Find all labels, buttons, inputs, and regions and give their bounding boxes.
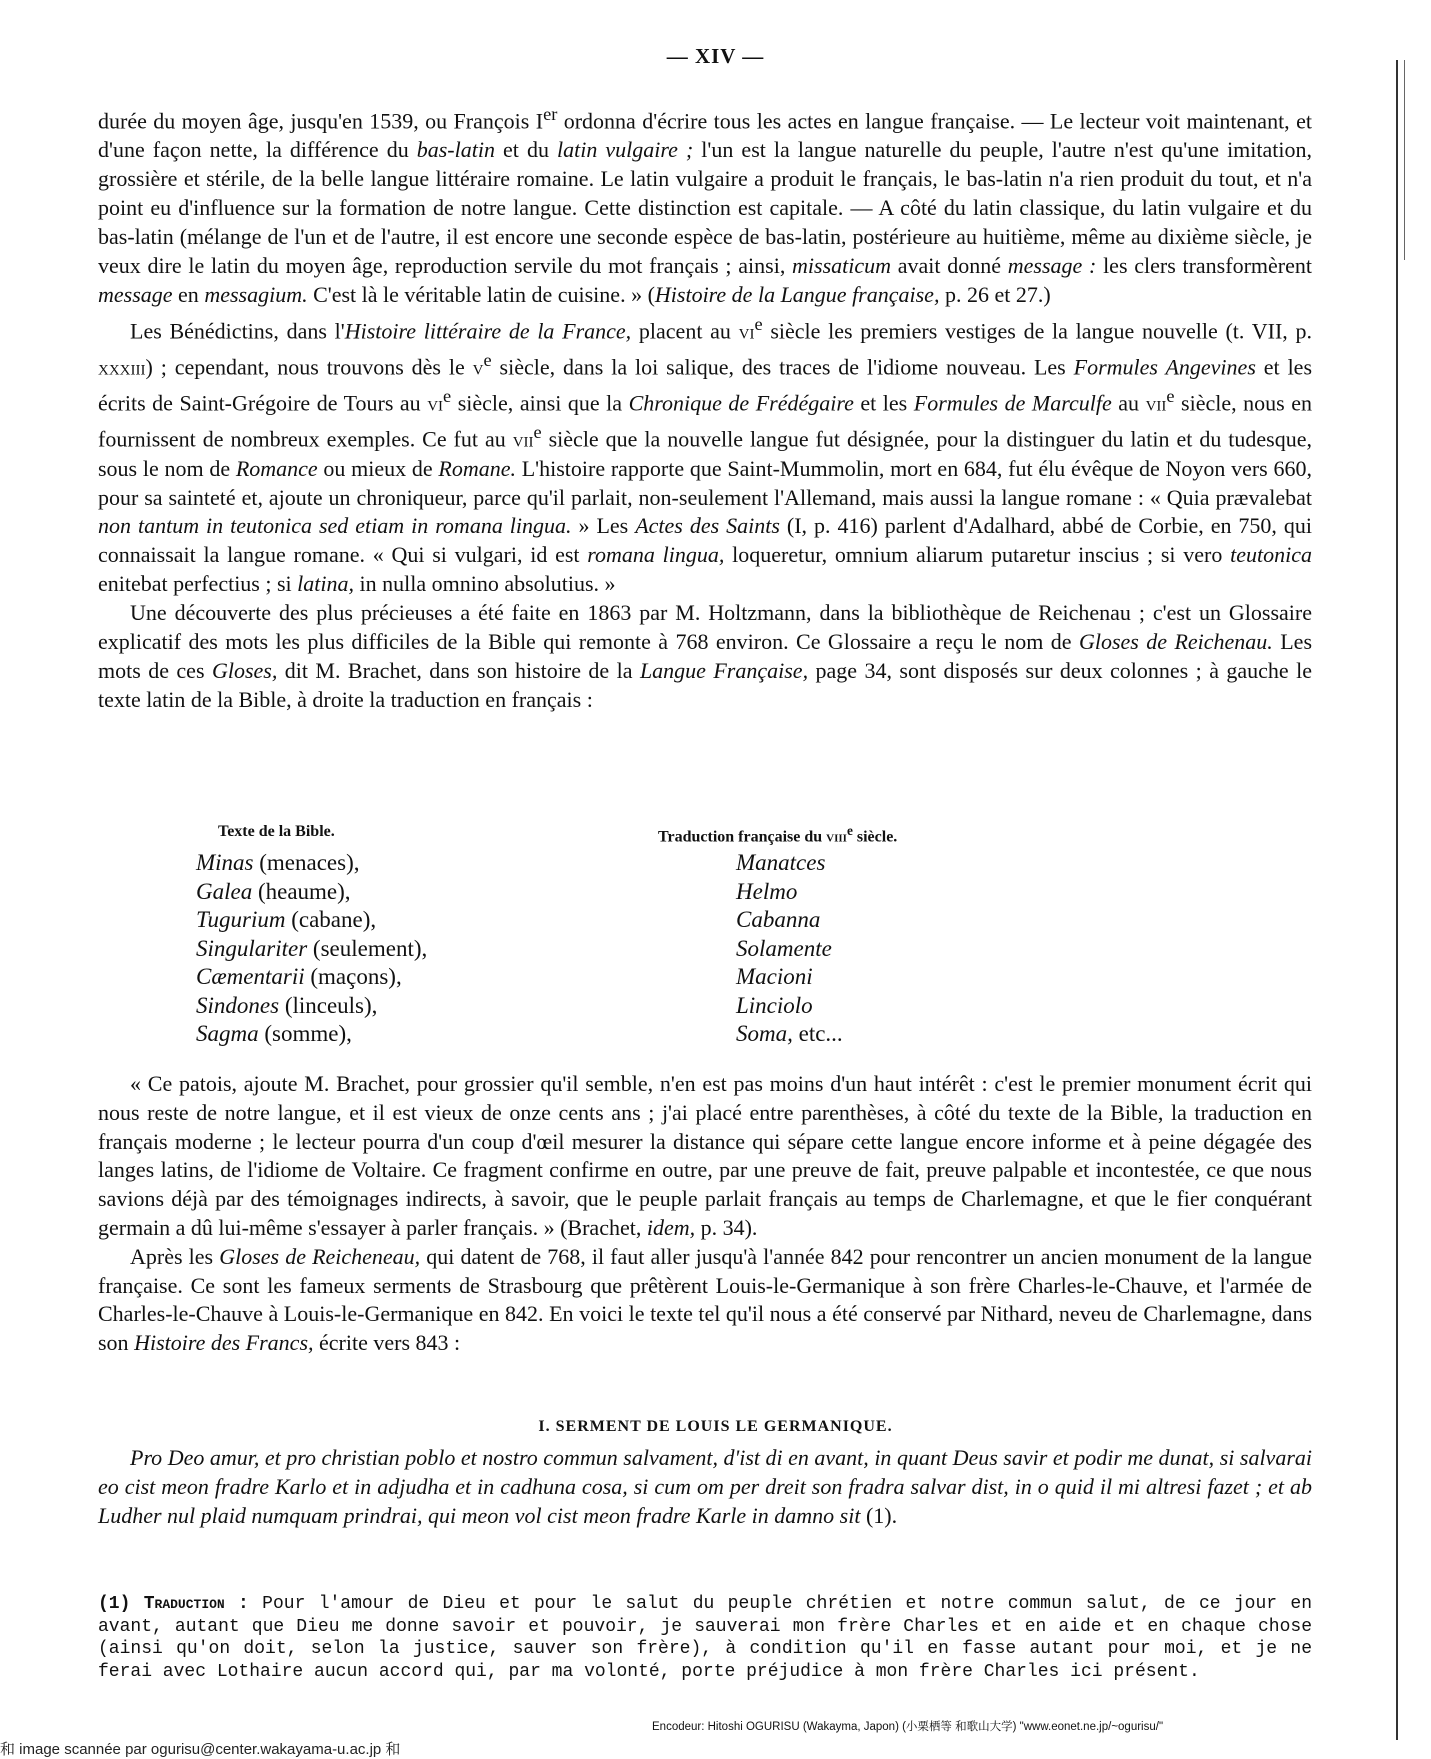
text-run: e: [533, 422, 542, 443]
text-run: enitebat perfectius ; si: [98, 571, 298, 597]
text-run: au: [1111, 390, 1146, 416]
text-run: et les: [853, 390, 914, 416]
text-run: « Ce patois, ajoute M. Brachet, pour grossier qu'il semble, n'en est pas moins d'un haut intérêt : c'est le premier monument écrit qui nous reste de notre langue, et il est vieux de onze cents ans ; j'ai placé entre parenthèses, à côté du texte de la Bible, la traduction en français moderne ; le lecteur pourra d'un coup d'œil mesurer la distance qui sépare cette langue encore informe et à peine dégagée des langes latins, de l'idiome de Voltaire. Ce fragment confirme en outre, par une preuve de fait, preuve palpable et incontestée, ce que nous savions déjà par des témoignages indirects, à savoir, que le peuple parlait français au temps de Charlemagne, et que le fier conquérant germain a dû lui-même s'essayer à parler français. » (Brachet,: [98, 1071, 1312, 1240]
paragraph: [98, 599, 1312, 715]
body-text-continued: [98, 1070, 1312, 1358]
text-run: v: [472, 354, 484, 380]
footnote-label: (1) Traduction :: [98, 1594, 249, 1614]
glossary-latin-cell: [196, 849, 736, 878]
glossary-rows: [196, 849, 1096, 1049]
text-run: L'histoire rapporte que Saint-Mummolin, mort en 684, fut élu évêque de Noyon vers 660, pour sa sainteté et, ajoute un chroniqueur, parce qu'il parlait, non-seulement l'Allemand, mais aussi la langue romane : « Quia prævalebat: [98, 455, 1312, 510]
text-run: e: [754, 313, 763, 334]
glossary-header-left: Texte de la Bible.: [218, 823, 335, 840]
text-run: in nulla omnino absolutius. »: [354, 571, 616, 597]
text-run: vi: [738, 318, 755, 343]
text-run: l'un est la langue naturelle du peuple, l'autre n'est qu'une imitation, grossière et stérile, de la belle langue littéraire romaine. Le latin vulgaire a produit le français, le bas-latin n'a rien produit du tout, et n'a point eu d'influence sur la formation de notre langue. Cette distinction est capitale. — A côté du latin classique, du latin vulgaire et du bas-latin (mélange de l'un et de l'autre, il est encore une seconde espèce de bas-latin, postérieure au huitième, même au dixième siècle, je veux dire le latin du moyen âge, reproduction servile du mot français ; ainsi,: [98, 137, 1313, 278]
glossary-latin-cell: [196, 878, 736, 907]
text-run: siècle les premiers vestiges de la langue nouvelle (t. VII, p.: [762, 318, 1312, 343]
text-run: vi: [427, 390, 444, 416]
text-run: vii: [1145, 390, 1167, 416]
text-run: et les écrits de Saint-Grégoire de Tours au: [98, 354, 1313, 416]
modern-gloss: (menaces),: [253, 850, 360, 875]
paragraph: [98, 1070, 1312, 1243]
italic-text: latin vulgaire ;: [557, 137, 694, 163]
old-french-word: Solamente: [736, 935, 832, 961]
glossary-latin-cell: [196, 963, 736, 992]
page-edge-rule-secondary: [1404, 60, 1405, 260]
footnote: [98, 1593, 1312, 1683]
latin-word: Tugurium: [196, 907, 286, 932]
paragraph: [98, 310, 1312, 599]
italic-text: Romance: [235, 455, 318, 481]
glossary-latin-cell: [196, 992, 736, 1021]
text-run: durée du moyen âge, jusqu'en 1539, ou François I: [98, 108, 544, 134]
italic-text: message :: [1007, 252, 1097, 278]
old-french-word: Soma,: [736, 1021, 793, 1046]
modern-gloss: (linceuls),: [279, 992, 378, 1018]
italic-text: Gloses de Reichenau.: [1078, 629, 1273, 655]
italic-text: bas-latin: [416, 137, 495, 163]
latin-word: Sagma: [196, 1021, 259, 1046]
modern-gloss: (somme),: [258, 1021, 352, 1046]
text-run: C'est là le véritable latin de cuisine. » (: [307, 281, 655, 307]
old-french-word: Helmo: [736, 878, 798, 904]
old-french-word: Cabanna: [736, 907, 821, 932]
glossary-row: [196, 849, 1096, 878]
italic-text: latina,: [297, 571, 354, 597]
text-run: placent au: [631, 318, 739, 343]
text-run: p. 26 et 27.): [939, 281, 1051, 307]
italic-text: romana lingua,: [587, 542, 725, 568]
glossary-header: [196, 823, 1096, 849]
text-run: Après les: [130, 1243, 220, 1269]
italic-text: Gloses de Reicheneau,: [219, 1243, 421, 1269]
modern-gloss: (cabane),: [285, 907, 377, 932]
text-run: ordonna d'écrire tous les actes en langue française. — Le lecteur voit maintenant, et d'une façon nette, la différence du: [98, 108, 1312, 163]
glossary-french-cell: [736, 878, 797, 907]
text-run: et du: [494, 137, 557, 163]
paragraph: [98, 1243, 1312, 1358]
text-run: écrite vers 843 :: [313, 1330, 461, 1356]
body-text-main: [98, 100, 1312, 715]
glossary-row: [196, 992, 1096, 1021]
text-run: Une découverte des plus précieuses a été faite en 1863 par M. Holtzmann, dans la bibliothèque de Reichenau ; c'est un Glossaire explicatif des mots les plus difficiles de la Bible qui remonte à 768 environ. Ce Glossaire a reçu le nom de: [98, 600, 1312, 655]
old-french-word: Macioni: [736, 964, 813, 989]
glossary-latin-cell: [196, 1020, 736, 1049]
glossary-french-cell: [736, 992, 813, 1021]
modern-gloss: (heaume),: [252, 878, 351, 904]
latin-word: Singulariter: [196, 935, 308, 961]
italic-text: Gloses,: [211, 657, 278, 683]
glossary-latin-cell: [196, 935, 736, 964]
modern-gloss: (maçons),: [304, 964, 402, 989]
text-run: page 34, sont disposés sur deux colonnes ; à gauche le texte latin de la Bible, à droite la traduction en français :: [98, 657, 1312, 712]
text-run: » Les: [571, 513, 636, 539]
text-run: les clers transformèrent: [1096, 252, 1312, 278]
text-run: e: [483, 349, 492, 370]
glossary-row: [196, 878, 1096, 907]
latin-word: Minas: [196, 850, 254, 875]
glossary-french-cell: [736, 906, 820, 935]
text-run: loqueretur, omnium aliarum putaretur inscius ; si vero: [724, 542, 1231, 568]
page-number: — XIV —: [666, 44, 765, 68]
text-run: Les Bénédictins, dans l': [130, 318, 345, 343]
text-run: Les mots de ces: [98, 629, 1313, 683]
italic-text: teutonica: [1230, 542, 1312, 568]
italic-text: Formules Angevines: [1073, 354, 1256, 380]
text-run: vii: [512, 426, 534, 452]
italic-text: message: [98, 281, 173, 307]
page-edge-rule: [1396, 60, 1398, 1740]
modern-gloss: (seulement),: [307, 935, 428, 961]
text-run: siècle que la nouvelle langue fut désignée, pour la distinguer du latin et du tudesque, sous le nom de: [98, 426, 1312, 481]
encoder-credit: Encodeur: Hitoshi OGURISU (Wakayma, Japon) (小栗栖等 和歌山大学) "www.eonet.ne.jp/~ogurisu/": [652, 1721, 1164, 1733]
glossary-french-cell: [736, 1020, 843, 1049]
italic-text: non tantum in teutonica sed etiam in romana lingua.: [98, 513, 572, 539]
italic-text: Histoire des Francs,: [134, 1330, 314, 1356]
italic-text: Actes des Saints: [635, 513, 780, 539]
oath-text: Pro Deo amur, et pro christian poblo et nostro commun salvament, d'ist di en avant, in quant Deus savir et podir me dunat, si salvarai eo cist meon fradre Karlo et in adjudha et in cadhuna cosa, si cum om per dreit son fradra salvar dist, in o quid il mi altresi fazet ; et ab Ludher nul plaid numquam prindrai, qui meon vol cist meon fradre Karle in damno sit (1).: [98, 1445, 1312, 1528]
italic-text: missaticum: [792, 252, 892, 278]
footnote-text: Pour l'amour de Dieu et pour le salut du peuple chrétien et notre commun salut, de ce jour en avant, autant que Dieu me donne savoir et pouvoir, je sauverai mon frère Charles et en aide et en chaque chose (ainsi qu'on doit, selon la justice, sauver son frère), à condition qu'il en fasse autant pour moi, et je ne ferai avec Lothaire aucun accord qui, par ma volonté, porte préjudice à mon frère Charles ici présent.: [98, 1594, 1312, 1682]
text-run: (I, p. 416) parlent d'Adalhard, abbé de Corbie, en 750, qui connaissait la langue romane. « Qui si vulgari, id est: [98, 513, 1313, 568]
italic-text: messagium.: [204, 281, 308, 307]
paragraph: [98, 100, 1312, 310]
glossary-latin-cell: [196, 906, 736, 935]
italic-text: Langue Française,: [639, 657, 809, 683]
text-run: e: [443, 386, 452, 407]
text-run: ) ; cependant, nous trouvons dès le: [145, 354, 473, 380]
text-run: en: [172, 281, 205, 307]
glossary-row: [196, 1020, 1096, 1049]
italic-text: idem,: [646, 1214, 696, 1240]
section-heading: I. SERMENT DE LOUIS LE GERMANIQUE.: [538, 1418, 893, 1435]
glossary-row: [196, 935, 1096, 964]
italic-text: Formules de Marculfe: [913, 390, 1112, 416]
text-run: ou mieux de: [317, 455, 439, 481]
text-run: xxxiii: [98, 354, 146, 380]
text-run: qui datent de 768, il faut aller jusqu'à l'année 842 pour rencontrer un ancien monument de la langue française. Ce sont les fameux serments de Strasbourg que prêtèrent Louis-le-Germanique à son frère Charles-le-Chauve, et l'armée de Charles-le-Chauve à Louis-le-Germanique en 842. En voici le texte tel qu'il nous a été conservé par Nithard, neveu de Charlemagne, dans son: [98, 1243, 1313, 1356]
old-french-word: Manatces: [736, 850, 826, 875]
glossary-french-cell: [736, 935, 832, 964]
italic-text: Histoire de la Langue française,: [654, 281, 940, 307]
text-run: p. 34).: [695, 1214, 758, 1240]
text-run: siècle, ainsi que la: [451, 390, 629, 416]
text-run: siècle, dans la loi salique, des traces de l'idiome nouveau. Les: [491, 354, 1074, 380]
italic-text: Romane.: [438, 455, 516, 481]
latin-word: Sindones: [196, 992, 280, 1018]
text-run: dit M. Brachet, dans son histoire de la: [277, 657, 640, 683]
text-run: avait donné: [891, 252, 1008, 278]
old-french-word: Linciolo: [736, 992, 813, 1018]
glossary-table: [196, 823, 1096, 1049]
italic-text: Chronique de Frédégaire: [628, 390, 854, 416]
text-run: er: [543, 104, 558, 124]
latin-word: Galea: [196, 878, 253, 904]
etc-text: etc...: [792, 1021, 843, 1046]
text-run: e: [1166, 386, 1175, 407]
glossary-row: [196, 963, 1096, 992]
glossary-french-cell: [736, 849, 825, 878]
glossary-header-right: Traduction française du viii$^e$ siècle.: [658, 823, 898, 846]
latin-word: Cæmentarii: [196, 964, 305, 989]
scanner-credit: 和 image scannée par ogurisu@center.wakayama-u.ac.jp 和: [0, 1741, 401, 1758]
italic-text: Histoire littéraire de la France,: [344, 318, 632, 343]
glossary-french-cell: [736, 963, 813, 992]
text-run: siècle, nous en fournissent de nombreux exemples. Ce fut au: [98, 390, 1313, 452]
glossary-row: [196, 906, 1096, 935]
